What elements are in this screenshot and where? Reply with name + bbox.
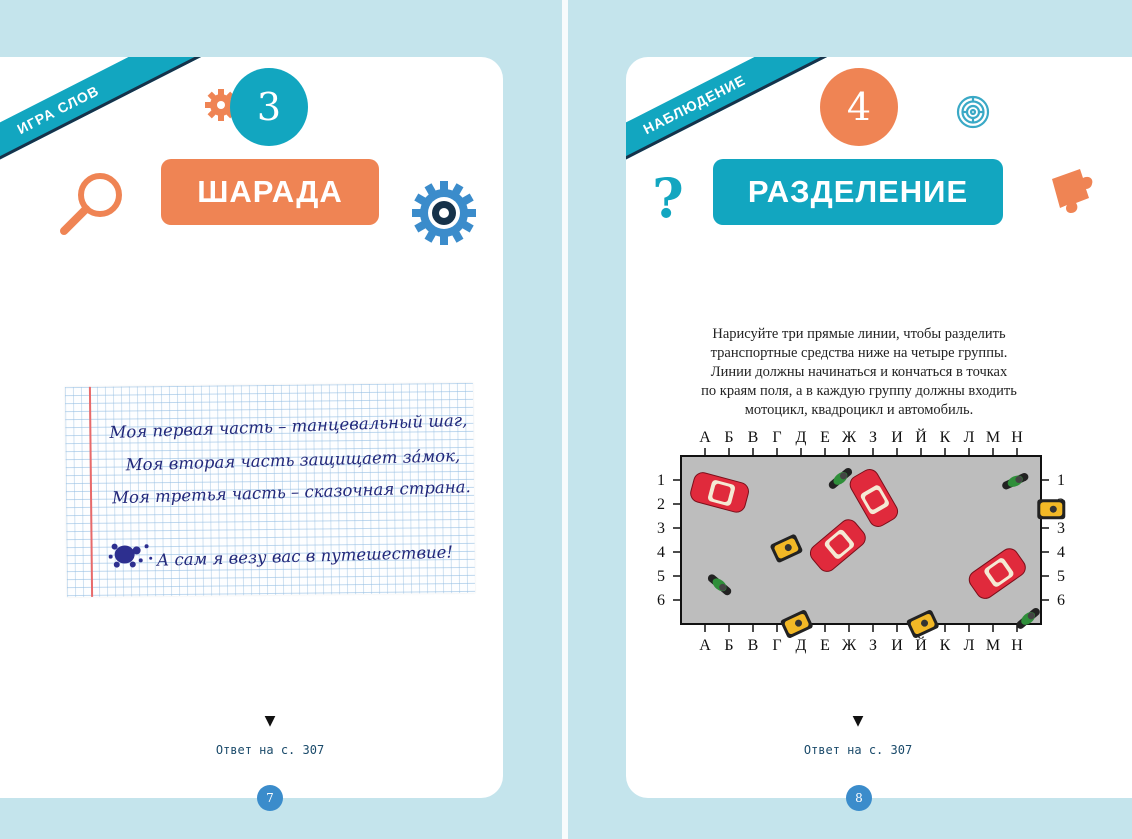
instruction-line-5: мотоцикл, квадроцикл и автомобиль. — [744, 402, 974, 418]
instruction-line-1: Нарисуйте три прямые линии, чтобы разделить — [712, 326, 1006, 342]
answer-reference[interactable]: Ответ на с. 307 — [215, 743, 325, 757]
column-label-bottom: Н — [1011, 637, 1023, 654]
column-label-top: Л — [963, 429, 975, 446]
column-label-bottom: Й — [915, 637, 927, 654]
right-page — [626, 57, 1132, 798]
column-label-top: З — [868, 429, 878, 446]
column-label-bottom: Ж — [841, 637, 857, 654]
column-label-bottom: Б — [724, 637, 734, 654]
notebook-paper — [65, 383, 475, 597]
notebook-margin-line — [89, 387, 93, 597]
question-mark-icon — [648, 169, 688, 225]
column-label-top: Й — [915, 429, 927, 446]
column-label-top: Н — [1011, 429, 1023, 446]
column-label-top: Д — [795, 429, 807, 446]
row-label-left: 1 — [657, 472, 665, 489]
page-number: 7 — [257, 785, 283, 811]
column-label-bottom: К — [939, 637, 951, 654]
column-label-top: К — [939, 429, 951, 446]
down-arrow-icon: ▼ — [852, 713, 864, 729]
row-label-left: 5 — [657, 568, 665, 585]
instruction-line-4: по краям поля, а в каждую группу должны входить — [701, 383, 1017, 399]
poem-line-4: А сам я везу вас в путешествие! — [156, 542, 454, 570]
column-label-bottom: В — [747, 637, 759, 654]
left-page — [0, 57, 503, 798]
column-label-top: Е — [820, 429, 830, 446]
answer-reference[interactable]: Ответ на с. 307 — [803, 743, 913, 757]
column-label-top: А — [699, 429, 711, 446]
row-label-left: 6 — [657, 592, 665, 609]
maze-icon — [956, 95, 990, 129]
column-label-top: И — [891, 429, 903, 446]
poem-line-1: Моя первая часть – танцевальный шаг, — [109, 410, 468, 443]
column-label-top: Б — [724, 429, 734, 446]
column-label-bottom: Г — [772, 637, 782, 654]
instruction-line-2: транспортные средства ниже на четыре группы. — [710, 345, 1008, 361]
column-label-bottom: Л — [963, 637, 975, 654]
column-label-bottom: З — [868, 637, 878, 654]
page-number: 8 — [846, 785, 872, 811]
row-label-right: 5 — [1057, 568, 1065, 585]
row-label-left: 3 — [657, 520, 665, 537]
puzzle-title: ШАРАДА — [161, 159, 379, 225]
down-arrow-icon: ▼ — [264, 713, 276, 729]
book-gutter — [562, 0, 568, 839]
row-label-left: 2 — [657, 496, 665, 513]
puzzle-title: РАЗДЕЛЕНИЕ — [713, 159, 1003, 225]
column-label-top: Г — [772, 429, 782, 446]
row-label-right: 3 — [1057, 520, 1065, 537]
poem-line-3: Моя третья часть – сказочная страна. — [111, 477, 471, 508]
puzzle-number: 3 — [230, 68, 308, 146]
row-label-right: 4 — [1057, 544, 1065, 561]
magnifier-icon — [56, 169, 128, 241]
column-label-bottom: И — [891, 637, 903, 654]
column-label-top: В — [747, 429, 759, 446]
category-label: НАБЛЮДЕНИЕ — [640, 71, 749, 138]
row-label-right: 1 — [1057, 472, 1065, 489]
column-label-top: Ж — [841, 429, 857, 446]
ink-blot-icon — [106, 536, 156, 571]
row-label-right: 6 — [1057, 592, 1065, 609]
column-label-bottom: А — [699, 637, 711, 654]
row-label-left: 4 — [657, 544, 665, 561]
column-label-bottom: Е — [820, 637, 830, 654]
column-label-bottom: Д — [795, 637, 807, 654]
poem-line-2: Моя вторая часть защищает зáмок, — [125, 446, 461, 475]
puzzle-piece-icon — [1046, 165, 1106, 217]
instructions — [686, 325, 1032, 420]
instruction-line-3: Линии должны начинаться и кончаться в точках — [710, 364, 1008, 380]
gear-icon — [412, 181, 476, 245]
svg-text:?: ? — [652, 169, 684, 225]
column-label-bottom: М — [985, 637, 1001, 654]
category-label: ИГРА СЛОВ — [14, 82, 102, 138]
puzzle-number: 4 — [820, 68, 898, 146]
column-label-top: М — [985, 429, 1001, 446]
vehicle-grid — [626, 417, 1132, 657]
quad-vehicle — [1037, 499, 1065, 519]
